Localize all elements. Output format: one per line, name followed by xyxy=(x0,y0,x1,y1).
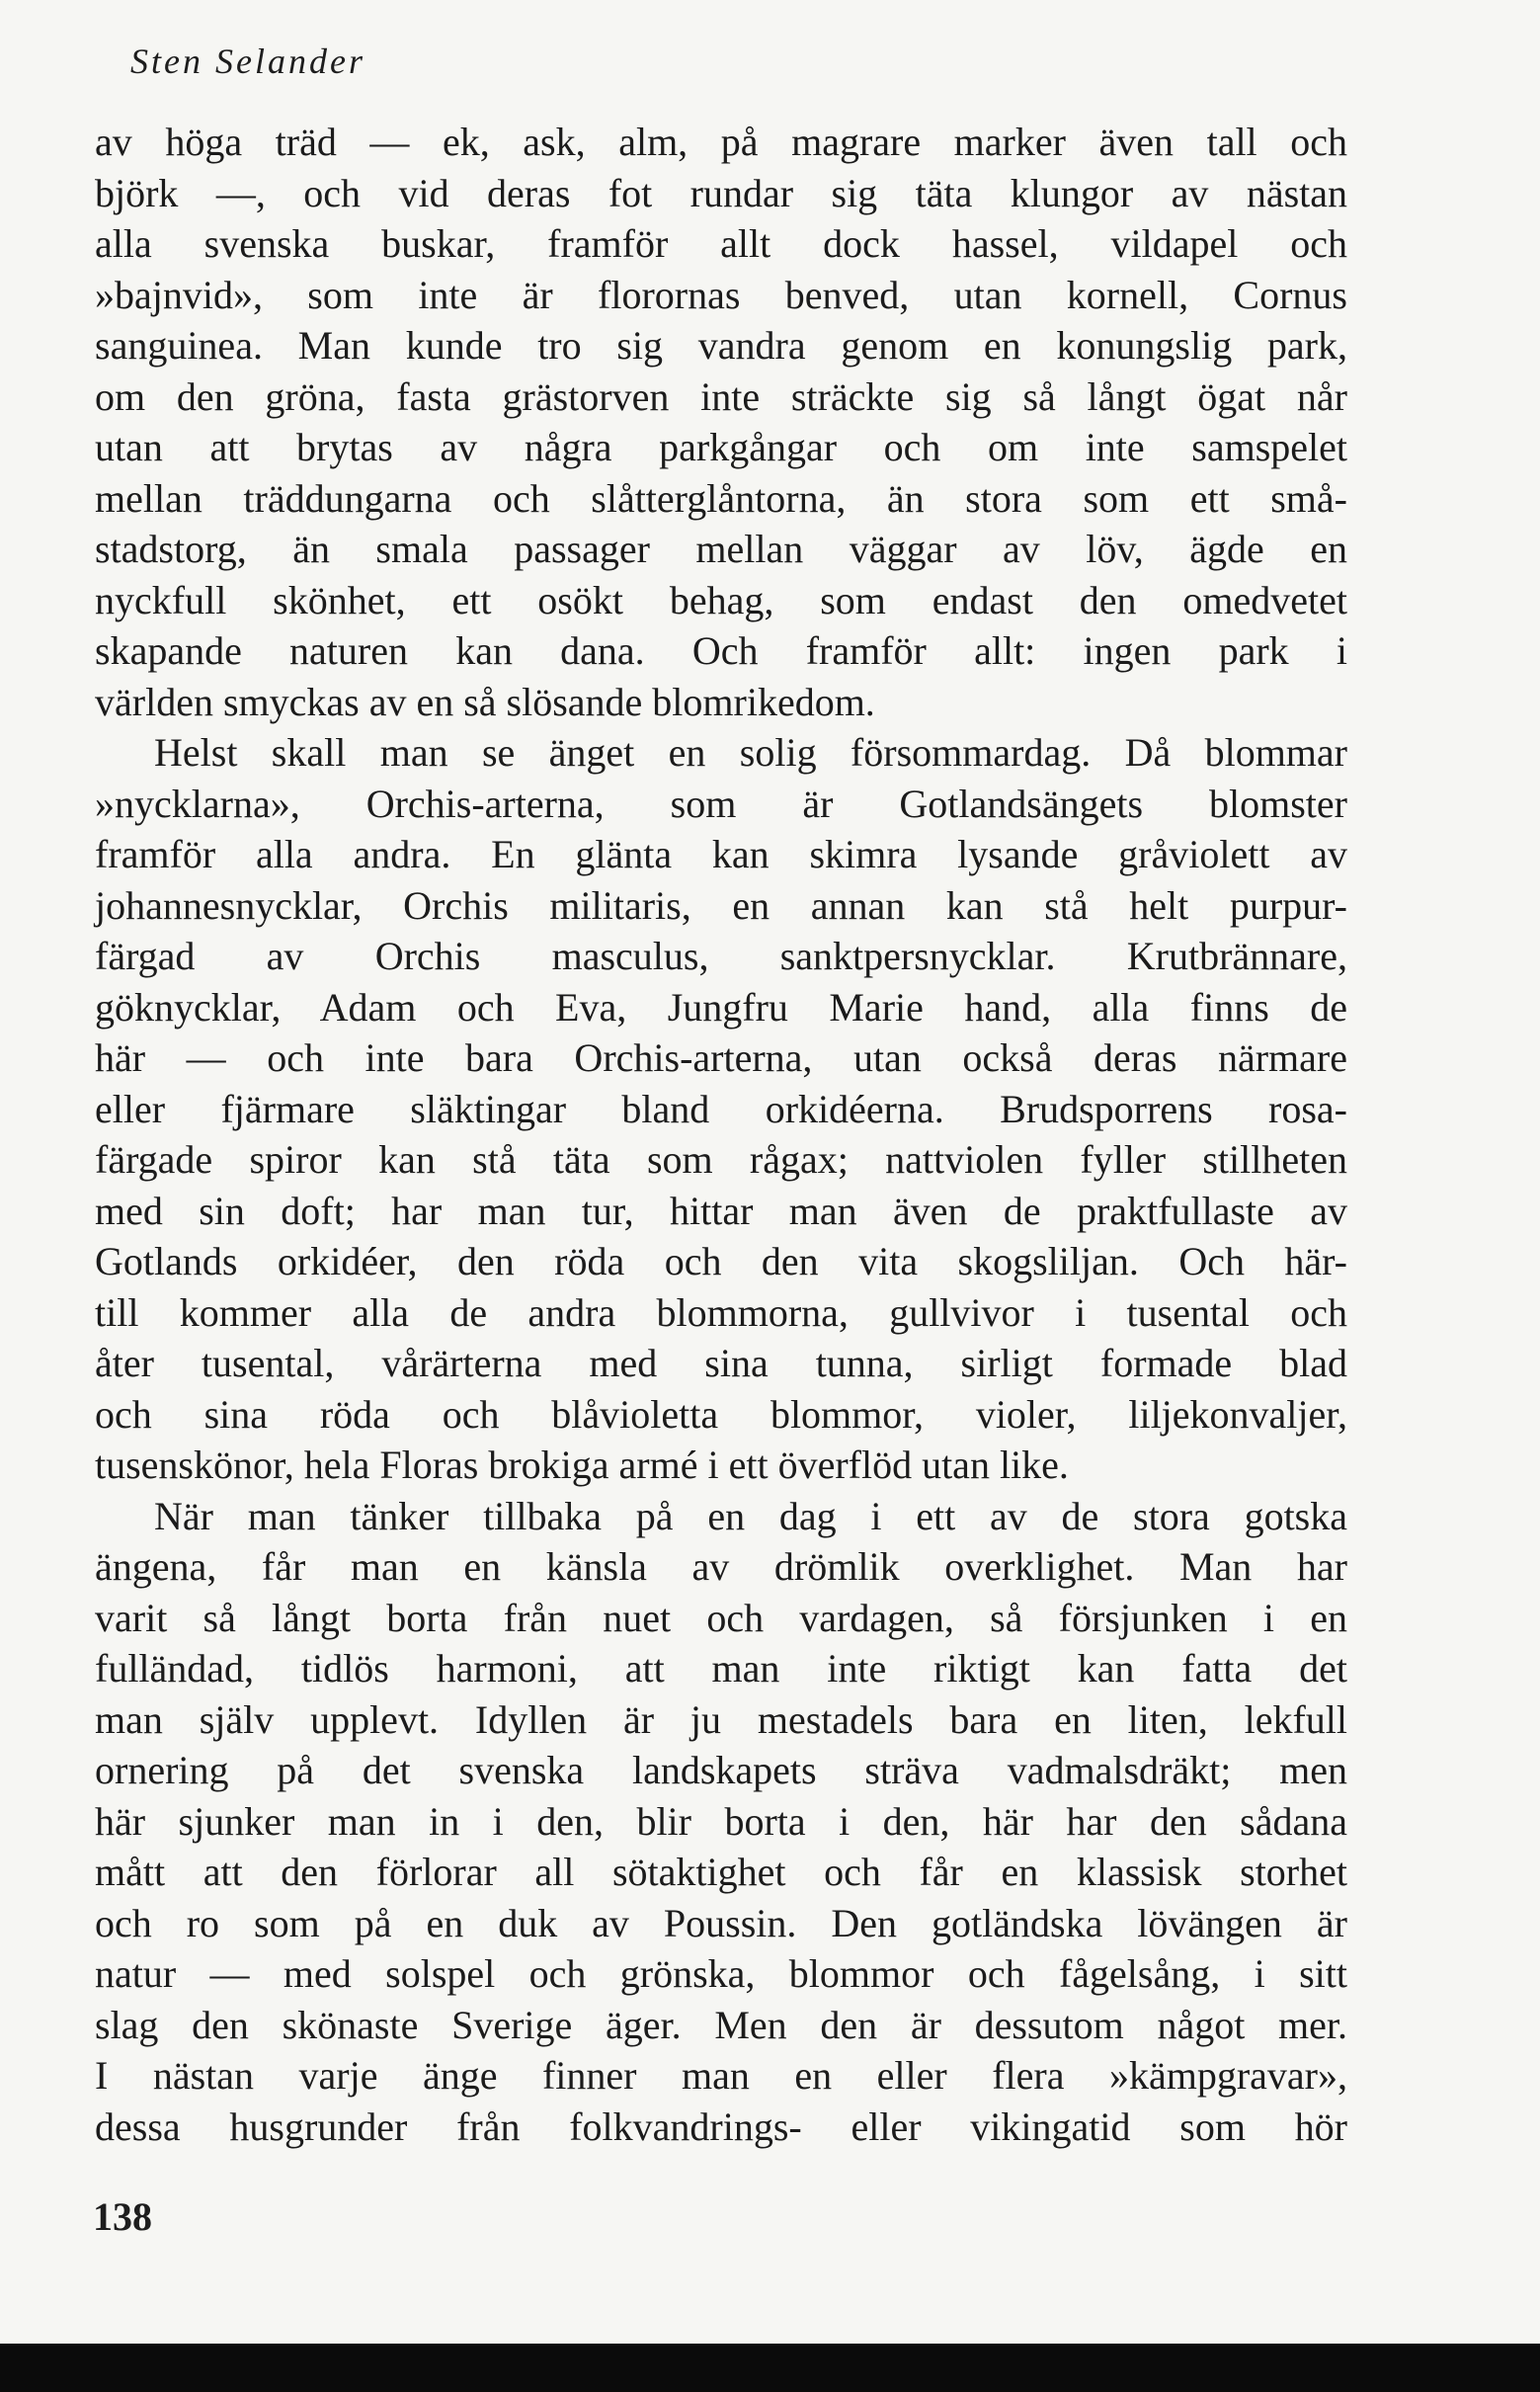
text-line: fulländad, tidlös harmoni, att man inte riktigt kan fatta det xyxy=(95,1646,1347,1691)
text-line: dessa husgrunder från folkvandrings- eller vikingatid som hör xyxy=(95,2103,1347,2149)
text-line: I nästan varje änge finner man en eller flera »kämpgravar», xyxy=(95,2053,1347,2098)
text-line: åter tusental, vårärterna med sina tunna, sirligt formade blad xyxy=(95,1341,1347,1385)
text-line: till kommer alla de andra blommorna, gullvivor i tusental och xyxy=(95,1289,1347,1335)
text-line: När man tänker tillbaka på en dag i ett av de stora gotska xyxy=(154,1493,1347,1538)
text-line: göknycklar, Adam och Eva, Jungfru Marie hand, alla finns de xyxy=(95,984,1347,1030)
page-number: 138 xyxy=(93,2194,152,2239)
text-line: »bajnvid», som inte är florornas benved, utan kornell, Cornus xyxy=(95,272,1347,317)
text-line: och sina röda och blåvioletta blommor, violer, liljekonvaljer, xyxy=(95,1391,1347,1437)
text-line: nyckfull skönhet, ett osökt behag, som endast den omedvetet xyxy=(95,577,1347,622)
text-line: ängena, får man en känsla av drömlik overklighet. Man har xyxy=(95,1544,1347,1589)
text-line: färgad av Orchis masculus, sanktpersnycklar. Krutbrännare, xyxy=(95,934,1347,978)
text-line: färgade spiror kan stå täta som rågax; nattviolen fyller stillheten xyxy=(95,1137,1347,1182)
text-line: om den gröna, fasta grästorven inte sträckte sig så långt ögat når xyxy=(95,373,1347,419)
text-line: man själv upplevt. Idyllen är ju mestadels bara en liten, lekfull xyxy=(95,1696,1347,1742)
text-line: Gotlands orkidéer, den röda och den vita skogsliljan. Och här- xyxy=(95,1239,1347,1283)
text-line: johannesnycklar, Orchis militaris, en annan kan stå helt purpur- xyxy=(95,882,1347,928)
body-text xyxy=(95,117,1347,2152)
text-line: ornering på det svenska landskapets sträva vadmalsdräkt; men xyxy=(95,1748,1347,1792)
text-line: och ro som på en duk av Poussin. Den gotländska lövängen är xyxy=(95,1900,1347,1945)
text-line: stadstorg, än smala passager mellan väggar av löv, ägde en xyxy=(95,527,1347,571)
text-line: natur — med solspel och grönska, blommor och fågelsång, i sitt xyxy=(95,1951,1347,1996)
text-line: »nycklarna», Orchis-arterna, som är Gotlandsängets blomster xyxy=(95,781,1347,826)
text-line: varit så långt borta från nuet och vardagen, så försjunken i en xyxy=(95,1595,1347,1640)
scan-edge-band xyxy=(0,2344,1540,2392)
text-line: världen smyckas av en så slösande blomrikedom. xyxy=(95,679,875,724)
text-line: björk —, och vid deras fot rundar sig täta klungor av nästan xyxy=(95,170,1347,215)
text-line: eller fjärmare släktingar bland orkidéerna. Brudsporrens rosa- xyxy=(95,1086,1347,1131)
text-line: av höga träd — ek, ask, alm, på magrare marker även tall och xyxy=(95,120,1347,164)
text-line: slag den skönaste Sverige äger. Men den är dessutom något mer. xyxy=(95,2002,1347,2047)
text-line: tusenskönor, hela Floras brokiga armé i ett överflöd utan like. xyxy=(95,1443,1069,1487)
text-line: med sin doft; har man tur, hittar man även de praktfullaste av xyxy=(95,1188,1347,1233)
running-head: Sten Selander xyxy=(130,41,365,81)
text-line: mellan träddungarna och slåtterglåntorna, än stora som ett små- xyxy=(95,475,1347,521)
text-line: mått att den förlorar all sötaktighet och får en klassisk storhet xyxy=(95,1850,1347,1894)
text-line: här — och inte bara Orchis-arterna, utan också deras närmare xyxy=(95,1035,1347,1080)
text-line: utan att brytas av några parkgångar och om inte samspelet xyxy=(95,425,1347,469)
text-line: sanguinea. Man kunde tro sig vandra genom en konungslig park, xyxy=(95,323,1347,368)
text-line: Helst skall man se änget en solig försommardag. Då blommar xyxy=(154,730,1347,775)
text-line: här sjunker man in i den, blir borta i den, här har den sådana xyxy=(95,1798,1347,1844)
text-line: framför alla andra. En glänta kan skimra lysande gråviolett av xyxy=(95,832,1347,876)
text-line: alla svenska buskar, framför allt dock hassel, vildapel och xyxy=(95,221,1347,266)
text-line: skapande naturen kan dana. Och framför allt: ingen park i xyxy=(95,628,1347,673)
